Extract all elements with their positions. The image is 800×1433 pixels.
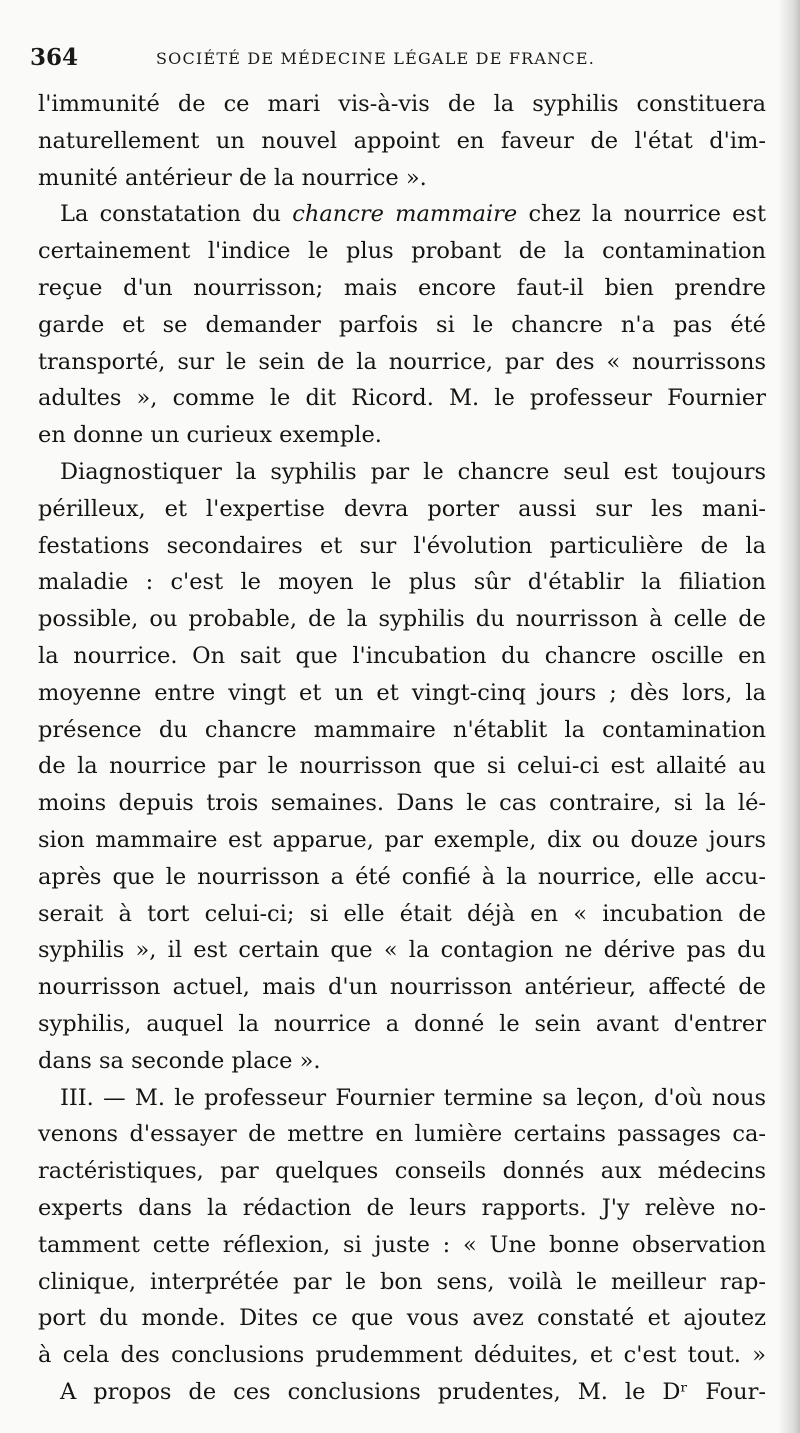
text-line <box>38 1116 766 1153</box>
text-segment: festations secondaires et sur l'évolution particulière de la <box>38 532 766 559</box>
text-line <box>38 307 766 344</box>
text-line <box>38 270 766 307</box>
text-line <box>38 1264 766 1301</box>
text-segment: en donne un curieux exemple. <box>38 422 382 449</box>
text-line <box>38 785 766 822</box>
text-segment: port du monde. Dites ce que vous avez constaté et ajoutez <box>38 1305 766 1332</box>
text-segment: syphilis, auquel la nourrice a donné le sein avant d'entrer <box>38 1010 766 1037</box>
text-segment: A propos de ces conclusions prudentes, M. le Dʳ Four- <box>60 1378 766 1405</box>
text-segment: transporté, sur le sein de la nourrice, par des « nourrissons <box>38 348 766 375</box>
text-segment: périlleux, et l'expertise devra porter aussi sur les mani- <box>38 495 766 522</box>
text-segment: sion mammaire est apparue, par exemple, dix ou douze jours <box>38 826 766 853</box>
text-line <box>38 564 766 601</box>
text-segment: nourrisson actuel, mais d'un nourrisson antérieur, affecté de <box>38 974 766 1001</box>
text-segment: experts dans la rédaction de leurs rapports. J'y relève no- <box>38 1194 766 1221</box>
text-line <box>38 1190 766 1227</box>
text-line <box>38 160 766 197</box>
italic-text: chancre mammaire <box>292 201 518 228</box>
text-line <box>38 1153 766 1190</box>
text-line <box>38 1300 766 1337</box>
text-line <box>38 1374 766 1411</box>
text-line <box>38 822 766 859</box>
text-segment: serait à tort celui-ci; si elle était déjà en « incubation de <box>38 900 766 927</box>
text-segment: moins depuis trois semaines. Dans le cas contraire, si la lé- <box>38 790 766 817</box>
text-line <box>38 932 766 969</box>
text-segment: présence du chancre mammaire n'établit la contamination <box>38 716 766 743</box>
text-segment: la nourrice. On sait que l'incubation du chancre oscille en <box>38 642 766 669</box>
text-line <box>38 1006 766 1043</box>
text-segment: clinique, interprétée par le bon sens, voilà le meilleur rap- <box>38 1268 766 1295</box>
text-segment: après que le nourrisson a été confié à la nourrice, elle accu- <box>38 863 766 890</box>
text-segment: maladie : c'est le moyen le plus sûr d'établir la filiation <box>38 569 766 596</box>
text-line <box>38 1337 766 1374</box>
text-segment: reçue d'un nourrisson; mais encore faut-il bien prendre <box>38 274 766 301</box>
text-line <box>38 601 766 638</box>
text-line <box>38 491 766 528</box>
text-line <box>38 344 766 381</box>
text-segment: tamment cette réflexion, si juste : « Une bonne observation <box>38 1231 766 1258</box>
text-line <box>38 123 766 160</box>
page-edge-shadow <box>778 0 800 1433</box>
text-segment: La constatation du <box>60 201 293 228</box>
page-number: 364 <box>30 44 79 71</box>
text-line <box>38 859 766 896</box>
text-segment: syphilis », il est certain que « la contagion ne dérive pas du <box>38 937 766 964</box>
text-segment: chez la nourrice est <box>517 201 766 228</box>
text-line <box>38 638 766 675</box>
text-line <box>38 969 766 1006</box>
text-segment: munité antérieur de la nourrice ». <box>38 164 427 191</box>
body-text <box>38 86 766 1411</box>
text-line <box>38 380 766 417</box>
text-line <box>38 454 766 491</box>
text-segment: l'immunité de ce mari vis-à-vis de la syphilis constituera <box>38 91 766 117</box>
text-line <box>38 896 766 933</box>
text-segment: naturellement un nouvel appoint en faveur de l'état d'im- <box>38 127 766 154</box>
text-segment: Diagnostiquer la syphilis par le chancre seul est toujours <box>60 458 766 485</box>
text-line <box>38 196 766 233</box>
text-line <box>38 1080 766 1117</box>
text-segment: III. — M. le professeur Fournier termine sa leçon, d'où nous <box>60 1084 766 1111</box>
text-line <box>38 86 766 123</box>
text-line <box>38 528 766 565</box>
text-segment: dans sa seconde place ». <box>38 1047 321 1074</box>
text-segment: garde et se demander parfois si le chancre n'a pas été <box>38 311 766 338</box>
text-line <box>38 1227 766 1264</box>
text-line <box>38 748 766 785</box>
text-segment: ractéristiques, par quelques conseils donnés aux médecins <box>38 1158 766 1185</box>
text-line <box>38 712 766 749</box>
text-line <box>38 233 766 270</box>
text-segment: de la nourrice par le nourrisson que si celui-ci est allaité au <box>38 753 766 780</box>
text-segment: à cela des conclusions prudemment déduites, et c'est tout. » <box>38 1342 766 1369</box>
text-segment: possible, ou probable, de la syphilis du nourrisson à celle de <box>38 606 766 633</box>
text-segment: moyenne entre vingt et un et vingt-cinq jours ; dès lors, la <box>38 679 766 706</box>
text-line <box>38 417 766 454</box>
text-segment: venons d'essayer de mettre en lumière certains passages ca- <box>38 1121 766 1148</box>
running-head: SOCIÉTÉ DE MÉDECINE LÉGALE DE FRANCE. <box>156 49 595 68</box>
text-line <box>38 1043 766 1080</box>
page-header <box>30 44 750 74</box>
text-segment: certainement l'indice le plus probant de la contamination <box>38 238 766 265</box>
text-segment: adultes », comme le dit Ricord. M. le professeur Fournier <box>38 385 766 412</box>
text-line <box>38 675 766 712</box>
